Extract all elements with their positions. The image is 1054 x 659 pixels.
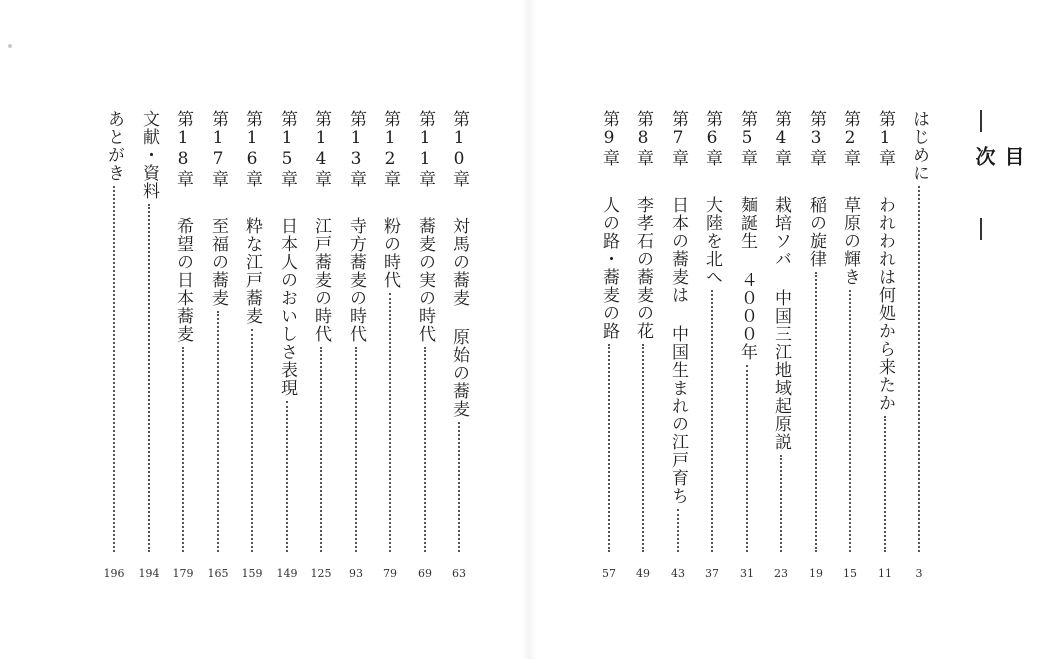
chapter-title: あとがき <box>104 110 124 182</box>
toc-entry-text <box>309 110 333 343</box>
page-number: 3 <box>915 567 923 580</box>
chapter-title: 対馬の蕎麦 原始の蕎麦 <box>449 217 469 418</box>
chapter-number: 第12章 <box>380 110 400 188</box>
toc-entry <box>445 110 473 580</box>
page-number: 57 <box>602 567 616 580</box>
chapter-title: 日本人のおいしさ表現 <box>277 217 297 397</box>
chapter-title: 江戸蕎麦の時代 <box>311 217 331 343</box>
book-gutter <box>522 0 536 659</box>
title-dash-top <box>980 110 982 132</box>
dot-leader <box>608 344 610 552</box>
toc-entry <box>273 110 301 580</box>
chapter-title: 李孝石の蕎麦の花 <box>633 196 653 340</box>
page-number: 165 <box>207 567 229 580</box>
paper-speck <box>8 44 12 48</box>
chapter-title: 麺誕生 ４０００年 <box>737 196 757 361</box>
dot-leader <box>780 455 782 552</box>
page-number: 11 <box>878 567 892 580</box>
chapter-number: 第14章 <box>311 110 331 188</box>
toc-entry-text <box>447 110 471 418</box>
chapter-number: 第13章 <box>346 110 366 188</box>
toc-entry-text <box>700 110 724 286</box>
toc-entry-text <box>873 110 897 412</box>
toc-entry <box>169 110 197 580</box>
dot-leader <box>182 347 184 552</box>
page-number: 49 <box>636 567 650 580</box>
chapter-title: 大陸を北へ <box>702 196 722 286</box>
page-number: 179 <box>172 567 194 580</box>
chapter-number: 第7章 <box>668 110 688 167</box>
toc-entry-text <box>631 110 655 340</box>
dot-leader <box>424 347 426 552</box>
page-number: 63 <box>452 567 466 580</box>
chapter-title: 粋な江戸蕎麦 <box>242 217 262 325</box>
page-number: 79 <box>383 567 397 580</box>
toc-header <box>966 110 1025 240</box>
page-number: 31 <box>740 567 754 580</box>
dot-leader <box>746 365 748 552</box>
chapter-title: 日本の蕎麦は 中国生まれの江戸育ち <box>668 196 688 505</box>
chapter-number: 第11章 <box>415 110 435 188</box>
page-number: 69 <box>418 567 432 580</box>
chapter-number: 第8章 <box>633 110 653 167</box>
toc-entry <box>802 110 830 580</box>
toc-entry <box>698 110 726 580</box>
dot-leader <box>355 347 357 552</box>
toc-entry-text <box>838 110 862 286</box>
page-number: 93 <box>349 567 363 580</box>
toc-entry <box>411 110 439 580</box>
page-number: 125 <box>310 567 332 580</box>
chapter-number: 第3章 <box>806 110 826 167</box>
chapter-number: 第16章 <box>242 110 262 188</box>
toc-entry-text <box>102 110 126 182</box>
chapter-number: 第1章 <box>875 110 895 167</box>
dot-leader <box>458 422 460 552</box>
toc-entry <box>307 110 335 580</box>
chapter-title: 希望の日本蕎麦 <box>173 217 193 343</box>
chapter-title: 文献・資料 <box>139 110 159 200</box>
dot-leader <box>677 509 679 552</box>
page-number: 159 <box>241 567 263 580</box>
chapter-number: 第2章 <box>840 110 860 167</box>
toc-entry <box>100 110 128 580</box>
toc-entry <box>733 110 761 580</box>
chapter-title: われわれは何処から来たか <box>875 196 895 412</box>
page-number: 196 <box>103 567 125 580</box>
toc-entry-text <box>378 110 402 289</box>
toc-entry-text <box>804 110 828 268</box>
toc-entry <box>836 110 864 580</box>
dot-leader <box>849 290 851 552</box>
toc-entry <box>905 110 933 580</box>
page-number: 194 <box>138 567 160 580</box>
dot-leader <box>711 290 713 552</box>
toc-entry <box>664 110 692 580</box>
toc-entry-text <box>735 110 759 361</box>
chapter-title: 蕎麦の実の時代 <box>415 217 435 343</box>
dot-leader <box>217 311 219 552</box>
dot-leader <box>642 344 644 552</box>
chapter-number: 第9章 <box>599 110 619 167</box>
page-number: 19 <box>809 567 823 580</box>
chapter-title: 稲の旋律 <box>806 196 826 268</box>
chapter-number: 第18章 <box>173 110 193 188</box>
toc-entry <box>342 110 370 580</box>
dot-leader <box>148 204 150 552</box>
toc-entry-text <box>907 110 931 182</box>
toc-entry <box>135 110 163 580</box>
dot-leader <box>113 186 115 552</box>
toc-entry <box>376 110 404 580</box>
chapter-title: 至福の蕎麦 <box>208 217 228 307</box>
toc-entry-text <box>206 110 230 307</box>
chapter-number: 第17章 <box>208 110 228 188</box>
toc-entry <box>238 110 266 580</box>
dot-leader <box>884 416 886 552</box>
chapter-number: 第10章 <box>449 110 469 188</box>
toc-entry <box>767 110 795 580</box>
chapter-title: はじめに <box>909 110 929 182</box>
toc-entry <box>595 110 623 580</box>
dot-leader <box>286 401 288 552</box>
page-number: 23 <box>774 567 788 580</box>
chapter-title: 粉の時代 <box>380 217 400 289</box>
toc-entry-text <box>171 110 195 343</box>
chapter-title: 人の路・蕎麦の路 <box>599 196 619 340</box>
toc-entry-text <box>597 110 621 340</box>
page-number: 43 <box>671 567 685 580</box>
chapter-number: 第4章 <box>771 110 791 167</box>
dot-leader <box>918 186 920 552</box>
page-number: 15 <box>843 567 857 580</box>
toc-title: 目 次 <box>972 146 1025 180</box>
toc-entry-text <box>137 110 161 200</box>
toc-entry-text <box>344 110 368 343</box>
toc-entry <box>871 110 899 580</box>
dot-leader <box>389 293 391 552</box>
dot-leader <box>815 272 817 552</box>
chapter-title: 草原の輝き <box>840 196 860 286</box>
chapter-number: 第15章 <box>277 110 297 188</box>
chapter-title: 栽培ソバ 中国三江地域起原説 <box>771 196 791 451</box>
toc-entry <box>629 110 657 580</box>
dot-leader <box>320 347 322 552</box>
toc-entry-text <box>666 110 690 505</box>
chapter-number: 第6章 <box>702 110 722 167</box>
title-dash-bottom <box>980 218 982 240</box>
toc-entry-text <box>275 110 299 397</box>
toc-entry <box>204 110 232 580</box>
page-number: 37 <box>705 567 719 580</box>
chapter-number: 第5章 <box>737 110 757 167</box>
toc-entry-text <box>240 110 264 325</box>
chapter-title: 寺方蕎麦の時代 <box>346 217 366 343</box>
toc-entry-text <box>413 110 437 343</box>
page-number: 149 <box>276 567 298 580</box>
dot-leader <box>251 329 253 552</box>
toc-entry-text <box>769 110 793 451</box>
